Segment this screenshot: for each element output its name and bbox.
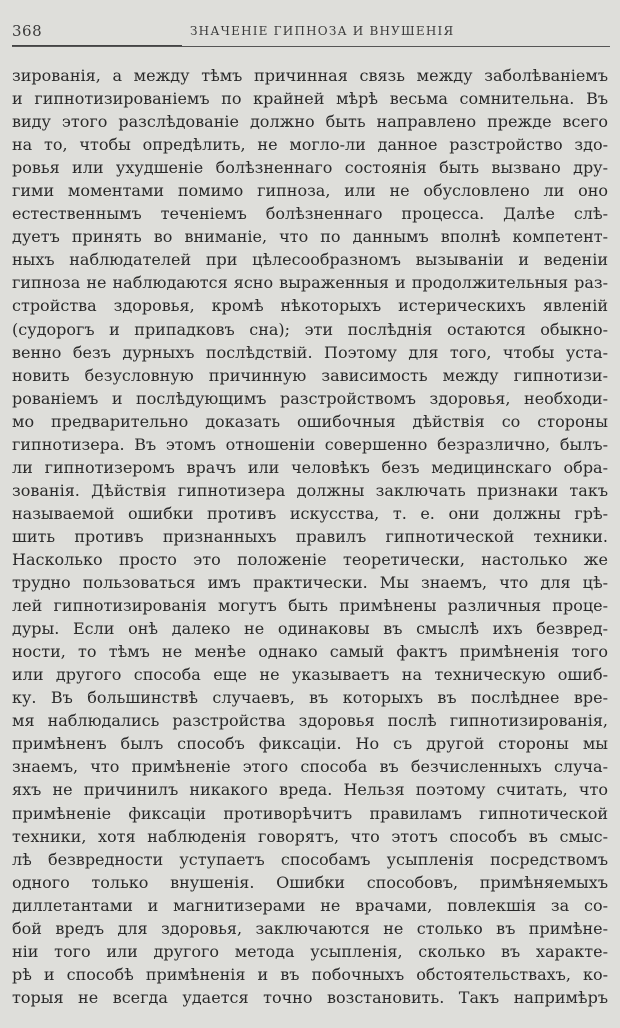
text-line: знаемъ, что примѣненіе этого способа въ безчисленныхъ случа- [12,757,608,777]
text-line: примѣненъ былъ способъ фиксаціи. Но съ другой стороны мы [12,734,608,754]
text-line: называемой ошибки противъ искусства, т. е. они должны грѣ- [12,503,608,523]
text-line: (судорогъ и припадковъ сна); эти послѣднія остаются обыкно- [12,319,608,339]
text-line: гипнотизера. Въ этомъ отношеніи совершенно безразлично, былъ- [12,434,608,454]
text-line: ку. Въ большинствѣ случаевъ, въ которыхъ въ послѣднее вре- [12,688,608,708]
text-line: диллетантами и магнитизерами не врачами, повлекшія за со- [12,895,608,915]
text-line: торыя не всегда удается точно возстановить. Такъ напримѣръ [12,987,608,1007]
text-line: или другого способа еще не указываетъ на техническую ошиб- [12,665,608,685]
text-line: одного только внушенія. Ошибки способовъ, примѣняемыхъ [12,872,608,892]
page-number: 368 [12,22,43,40]
running-title: ЗНАЧЕНIЕ ГИПНОЗА И ВНУШЕНIЯ [190,24,455,38]
text-line: яхъ не причинилъ никакого вреда. Нельзя поэтому считать, что [12,780,608,800]
text-line: мя наблюдались разстройства здоровья послѣ гипнотизированія, [12,711,608,731]
text-line: венно безъ дурныхъ послѣдствій. Поэтому для того, чтобы уста- [12,342,608,362]
text-line: Насколько просто это положеніе теоретически, настолько же [12,549,608,569]
text-line: дуры. Если онѣ далеко не одинаковы въ смыслѣ ихъ безвред- [12,619,608,639]
text-line: лѣ безвредности уступаетъ способамъ усыпленія посредствомъ [12,849,608,869]
text-line: рѣ и способѣ примѣненія и въ побочныхъ обстоятельствахъ, ко- [12,964,608,984]
text-line: трудно пользоваться имъ практически. Мы знаемъ, что для цѣ- [12,573,608,593]
text-line: дуетъ принять во вниманіе, что по даннымъ вполнѣ компетент- [12,227,608,247]
text-line: зированія, а между тѣмъ причинная связь между заболѣваніемъ [12,66,608,85]
text-line: примѣненіе фиксаціи противорѣчитъ правиламъ гипнотической [12,803,608,823]
text-line: бой вредъ для здоровья, заключаются не столько въ примѣне- [12,918,608,938]
body-text [12,64,608,1009]
text-line: стройства здоровья, кромѣ нѣкоторыхъ истерическихъ явленій [12,296,608,316]
text-line: гими моментами помимо гипноза, или не обусловлено ли оно [12,181,608,201]
text-line: техники, хотя наблюденія говорятъ, что этотъ способъ въ смыс- [12,826,608,846]
text-line: на то, чтобы опредѣлить, не могло-ли данное разстройство здо- [12,135,608,155]
text-line: мо предварительно доказать ошибочныя дѣйствія со стороны [12,411,608,431]
page-header [12,18,610,48]
text-line: ныхъ наблюдателей при цѣлесообразномъ вызываніи и веденіи [12,250,608,270]
text-line: виду этого разслѣдованіе должно быть направлено прежде всего [12,112,608,132]
text-line: ровья или ухудшеніе болѣзненнаго состоянія быть вызвано дру- [12,158,608,178]
text-line: ности, то тѣмъ не менѣе однако самый фактъ примѣненія того [12,642,608,662]
text-line: новить безусловную причинную зависимость между гипнотизи- [12,365,608,385]
text-line: лей гипнотизированія могутъ быть примѣнены различныя проце- [12,596,608,616]
text-line: рованіемъ и послѣдующимъ разстройствомъ здоровья, необходи- [12,388,608,408]
text-line: зованія. Дѣйствія гипнотизера должны заключать признаки такъ [12,480,608,500]
text-line: естественнымъ теченіемъ болѣзненнаго процесса. Далѣе слѣ- [12,204,608,224]
text-line: гипноза не наблюдаются ясно выраженныя и продолжительныя раз- [12,273,608,293]
text-line: и гипнотизированіемъ по крайней мѣрѣ весьма сомнительна. Въ [12,89,608,109]
text-line: ніи того или другого метода усыпленія, сколько въ характе- [12,941,608,961]
header-rule [12,46,610,47]
text-line: шить противъ признанныхъ правилъ гипнотической техники. [12,526,608,546]
text-line: ли гипнотизеромъ врачъ или человѣкъ безъ медицинскаго обра- [12,457,608,477]
